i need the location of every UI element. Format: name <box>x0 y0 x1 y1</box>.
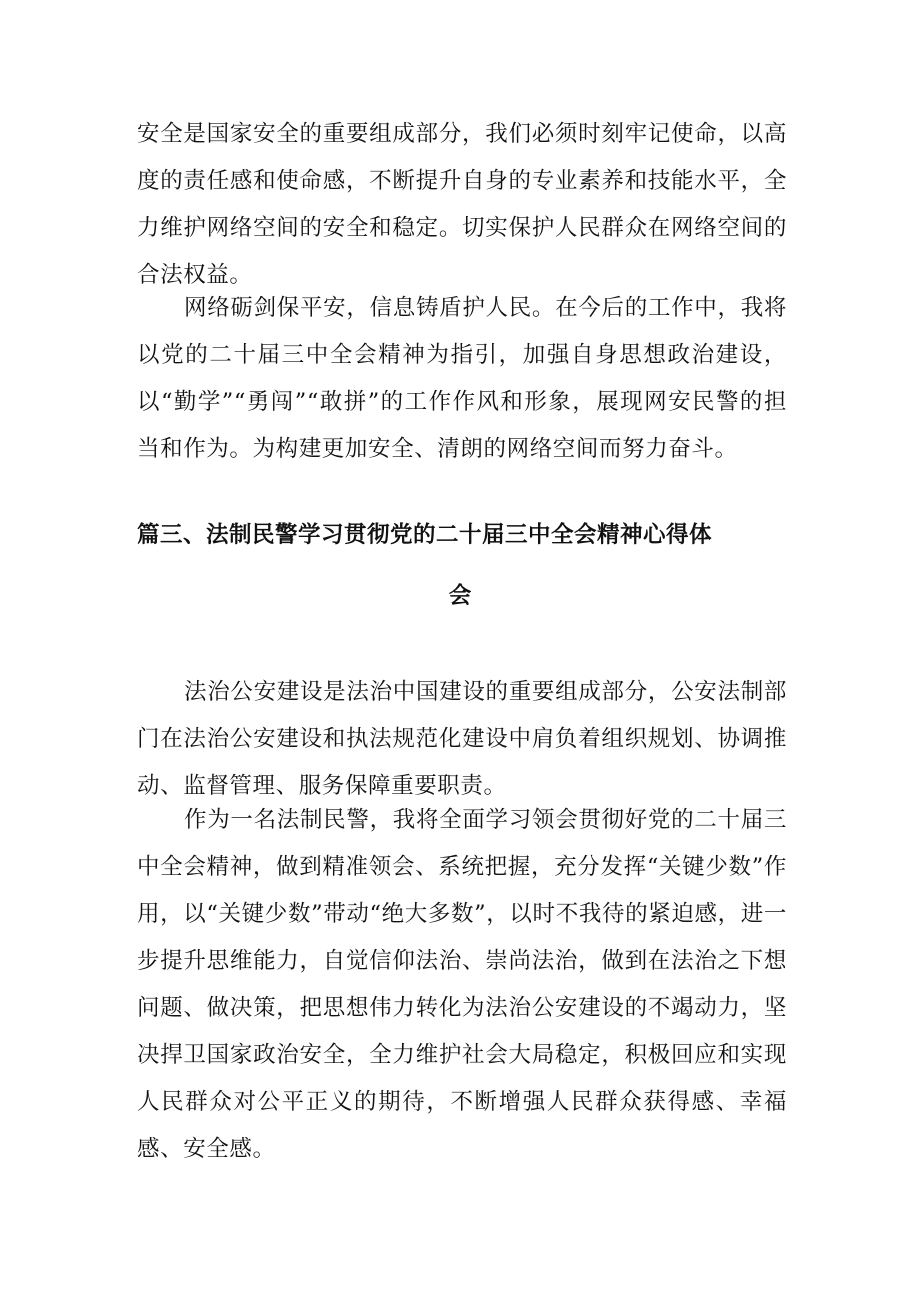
paragraph-rule-of-law-police: 法治公安建设是法治中国建设的重要组成部分，公安法制部门在法治公安建设和执法规范化建设中肩负着组织规划、协调推动、监督管理、服务保障重要职责。 <box>137 679 787 799</box>
section-heading-part-three: 篇三、法制民警学习贯彻党的二十届三中全会精神心得体 <box>137 522 713 548</box>
section-heading-continuation: 会 <box>448 583 472 609</box>
paragraph-legal-officer-commitment: 作为一名法制民警，我将全面学习领会贯彻好党的二十届三中全会精神，做到精准领会、系统把握，充分发挥“关键少数”作用，以“关键少数”带动“绝大多数”，以时不我待的紧迫感，进一步提升思维能力，自觉信仰法治、崇尚法治，做到在法治之下想问题、做决策，把思想伟力转化为法治公安建设的不竭动力，坚决捍卫国家政治安全，全力维护社会大局稳定，积极回应和实现人民群众对公平正义的期待，不断增强人民群众获得感、幸福感、安全感。 <box>137 807 787 1162</box>
paragraph-network-security-continued: 安全是国家安全的重要组成部分，我们必须时刻牢记使命，以高度的责任感和使命感，不断提升自身的专业素养和技能水平，全力维护网络空间的安全和稳定。切实保护人民群众在网络空间的合法权益。 <box>137 121 787 288</box>
paragraph-network-sword-shield: 网络砺剑保平安，信息铸盾护人民。在今后的工作中，我将以党的二十届三中全会精神为指引，加强自身思想政治建设，以“勤学”“勇闯”“敢拼”的工作作风和形象，展现网安民警的担当和作为。为构建更加安全、清朗的网络空间而努力奋斗。 <box>137 295 787 462</box>
